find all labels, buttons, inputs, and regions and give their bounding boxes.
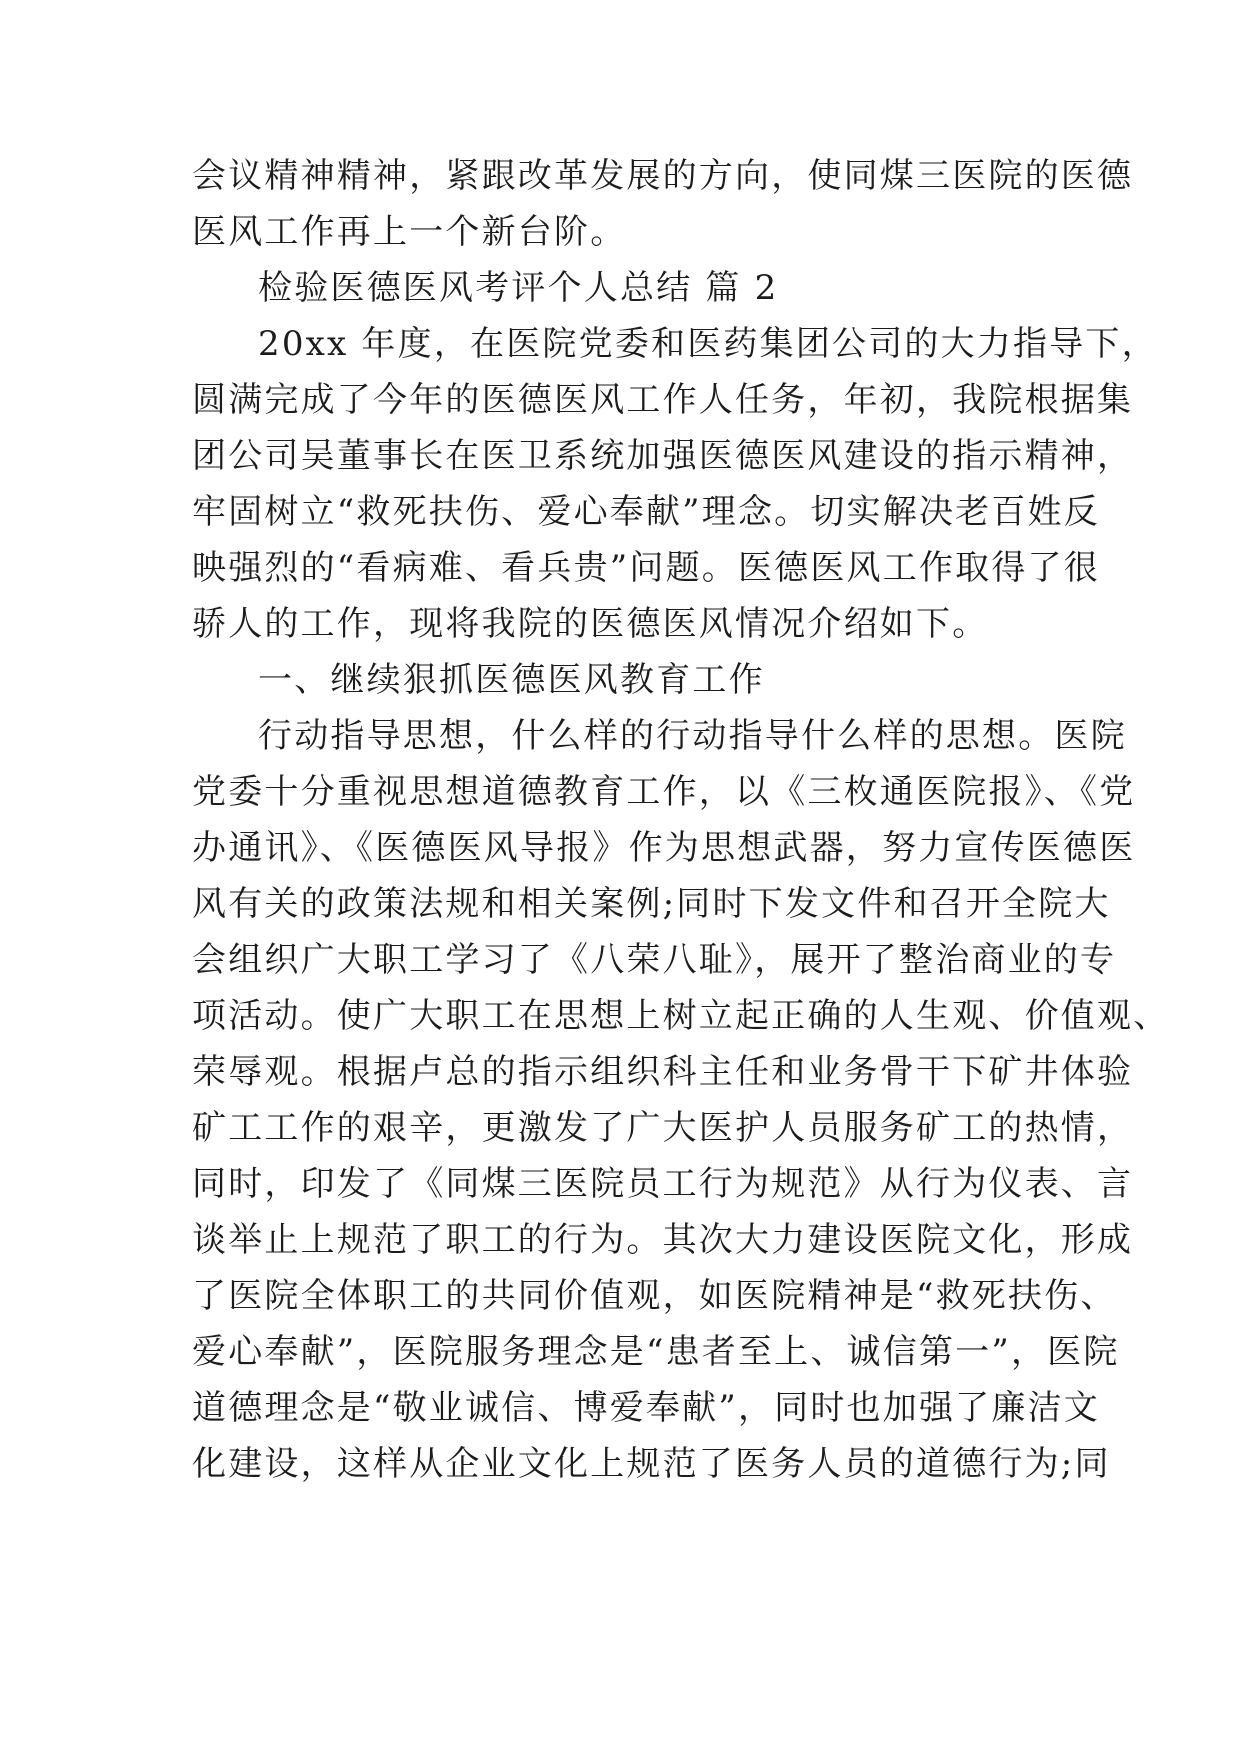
text-line: 爱心奉献”，医院服务理念是“患者至上、诚信第一”，医院 bbox=[192, 1332, 1120, 1372]
text-line: 风有关的政策法规和相关案例;同时下发文件和召开全院大 bbox=[192, 884, 1111, 924]
text-line: 会组织广大职工学习了《八荣八耻》，展开了整治商业的专 bbox=[192, 940, 1117, 980]
text-line: 矿工工作的艰辛，更激发了广大医护人员服务矿工的热情， bbox=[192, 1108, 1134, 1148]
text-line: 映强烈的“看病难、看兵贵”问题。医德医风工作取得了很 bbox=[192, 548, 1100, 588]
text-line: 团公司吴董事长在医卫系统加强医德医风建设的指示精神， bbox=[192, 436, 1134, 476]
text-line: 骄人的工作，现将我院的医德医风情况介绍如下。 bbox=[192, 604, 989, 644]
text-line: 圆满完成了今年的医德医风工作人任务，年初，我院根据集 bbox=[192, 380, 1134, 420]
text-line: 了医院全体职工的共同价值观，如医院精神是“救死扶伤、 bbox=[192, 1276, 1117, 1316]
text-line: 会议精神精神，紧跟改革发展的方向，使同煤三医院的医德 bbox=[192, 156, 1134, 196]
text-line: 牢固树立“救死扶伤、爱心奉献”理念。切实解决老百姓反 bbox=[192, 492, 1100, 532]
text-line: 医风工作再上一个新台阶。 bbox=[192, 212, 627, 252]
text-line: 项活动。使广大职工在思想上树立起正确的人生观、价值观、 bbox=[192, 996, 1170, 1036]
text-line: 道德理念是“敬业诚信、博爱奉献”，同时也加强了廉洁文 bbox=[192, 1388, 1100, 1428]
text-line: 行动指导思想，什么样的行动指导什么样的思想。医院 bbox=[258, 716, 1127, 756]
section-title: 检验医德医风考评个人总结 篇 2 bbox=[258, 268, 779, 308]
text-line: 办通讯》、《医德医风导报》作为思想武器，努力宣传医德医 bbox=[192, 828, 1136, 868]
text-line: 化建设，这样从企业文化上规范了医务人员的道德行为;同 bbox=[192, 1444, 1111, 1484]
text-line: 同时，印发了《同煤三医院员工行为规范》从行为仪表、言 bbox=[192, 1164, 1134, 1204]
text-line: 荣辱观。根据卢总的指示组织科主任和业务骨干下矿井体验 bbox=[192, 1052, 1134, 1092]
text-line: 谈举止上规范了职工的行为。其次大力建设医院文化，形成 bbox=[192, 1220, 1134, 1260]
text-line: 20xx 年度，在医院党委和医药集团公司的大力指导下， bbox=[258, 324, 1158, 364]
text-line: 党委十分重视思想道德教育工作，以《三枚通医院报》、《党 bbox=[192, 772, 1136, 812]
section-heading: 一、继续狠抓医德医风教育工作 bbox=[258, 660, 765, 700]
